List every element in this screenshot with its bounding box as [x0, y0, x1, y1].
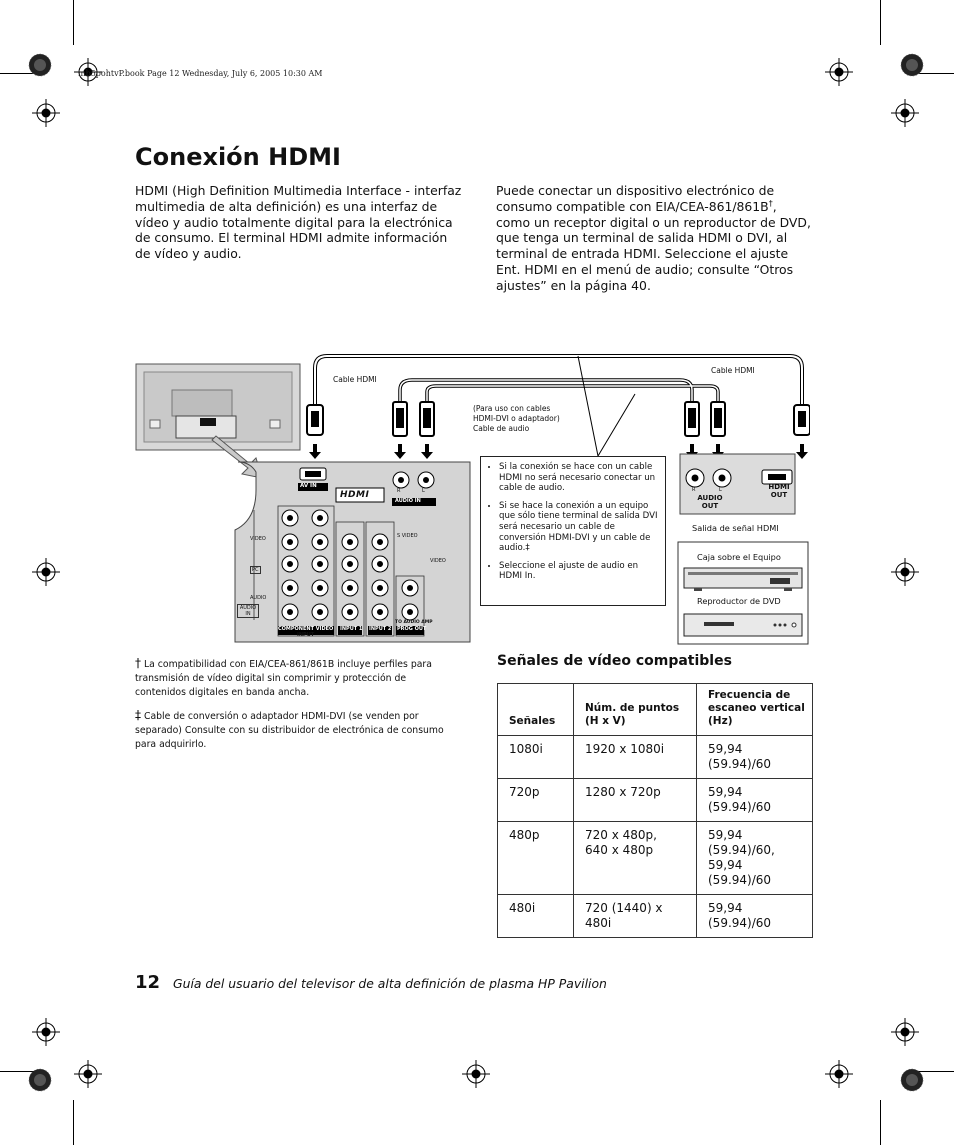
frequency-cell: 59,94 (59.94)/60	[697, 895, 813, 938]
frequency-cell: 59,94 (59.94)/60	[697, 779, 813, 822]
audio-out-r-label: R	[692, 487, 696, 493]
audio-cable-l	[427, 386, 718, 402]
points-line: 640 x 480p	[585, 843, 654, 857]
s-video-label: S VIDEO	[397, 533, 418, 539]
prog-out-label: PROG OUT	[397, 626, 427, 632]
double-dagger-mark: ‡	[135, 708, 141, 722]
signal-cell: 720p	[498, 779, 574, 822]
note-item: • Si se hace la conexión a un equipo que sólo tiene terminal de salida DVI será necesario un cable de conversión HDMI-DVI y un cable de audio.‡	[499, 501, 659, 554]
registration-target-icon	[891, 558, 919, 586]
signals-table	[497, 683, 813, 938]
footnote-dagger-text: La compatibilidad con EIA/CEA-861/861B incluye perfiles para transmisión de vídeo digital sin comprimir y protección de contenidos digitales en banda ancha.	[135, 659, 432, 698]
registration-target-icon	[32, 99, 60, 127]
tv-connector-panel	[235, 462, 470, 642]
cable-hdmi-right-label: Cable HDMI	[711, 366, 755, 375]
page-title: Conexión HDMI	[135, 143, 341, 171]
hdmi-logo: HDMI	[340, 490, 370, 500]
audio-out-label: AUDIO OUT	[697, 494, 723, 510]
frequency-cell: 59,94 (59.94)/60	[697, 736, 813, 779]
cable-hdmi-left-label: Cable HDMI	[333, 375, 377, 384]
rca-plug-r-left-icon	[393, 402, 407, 436]
dvi-note-line-1: (Para uso con cables	[473, 404, 551, 413]
note-item: • Si la conexión se hace con un cable HDMI no será necesario conectar un cable de audio.	[499, 462, 659, 494]
frequency-line: 59,94 (59.94)/60	[708, 858, 772, 887]
table-row	[498, 822, 813, 895]
points-cell	[574, 822, 697, 895]
intro-right-text-a: Puede conectar un dispositivo electrónico de consumo compatible con EIA/CEA-861/861B	[496, 183, 775, 214]
registration-star-icon	[901, 54, 923, 76]
footnote-dagger	[135, 657, 455, 699]
signals-table-title: Señales de vídeo compatibles	[497, 653, 732, 669]
table-row	[498, 779, 813, 822]
footnote-double-dagger-text: Cable de conversión o adaptador HDMI-DVI (se venden por separado) Consulte con su distribuidor de electrónica de consumo para adquirirlo.	[135, 711, 444, 750]
component-input-label: INPUT	[297, 632, 315, 638]
frequency-line: 59,94 (59.94)/60,	[708, 828, 775, 857]
dvd-player-label: Reproductor de DVD	[697, 596, 781, 606]
audio-in-label: AUDIO IN	[395, 498, 421, 504]
points-cell: 1920 x 1080i	[574, 736, 697, 779]
audio-in-box-label: AUDIO IN	[237, 604, 259, 618]
cable-audio-label: Cable de audio	[473, 424, 530, 433]
rca-plug-r-right-icon	[685, 402, 699, 436]
audio-left-label: AUDIO	[250, 595, 267, 601]
signal-cell: 1080i	[498, 736, 574, 779]
rca-plug-l-left-icon	[420, 402, 434, 436]
hdmi-plug-right-icon	[794, 405, 810, 435]
table-header-row	[498, 684, 813, 736]
frequency-cell	[697, 822, 813, 895]
connection-notes-box	[480, 456, 666, 606]
pc-label: PC	[252, 567, 259, 573]
footnote-double-dagger	[135, 709, 455, 751]
to-audio-amp-label: TO AUDIO AMP	[395, 620, 433, 625]
hdmi-out-label: HDMI OUT	[768, 483, 790, 499]
registration-star-icon	[29, 54, 51, 76]
intro-left-paragraph: HDMI (High Definition Multimedia Interface - interfaz multimedia de alta definición) es una interfaz de vídeo y audio totalmente digital para la electrónica de consumo. El terminal HDMI admite información de vídeo y audio.	[135, 183, 462, 262]
print-header-line: mb5pohtvP.book Page 12 Wednesday, July 6, 2005 10:30 AM	[78, 69, 323, 78]
audio-in-r-label: R	[397, 488, 401, 494]
table-row	[498, 895, 813, 938]
set-top-box-label: Caja sobre el Equipo	[697, 552, 781, 562]
video-left-label: VIDEO	[250, 536, 266, 542]
note-item: • Seleccione el ajuste de audio en HDMI In.	[499, 561, 659, 582]
points-cell: 1280 x 720p	[574, 779, 697, 822]
dvd-player-icon	[684, 614, 802, 636]
input-2-label: INPUT 2	[369, 626, 392, 632]
dagger-mark: †	[135, 656, 141, 670]
connection-notes-list	[481, 457, 665, 582]
audio-cable-r	[400, 380, 692, 402]
points-line: 720 x 480p,	[585, 828, 657, 842]
registration-target-icon	[891, 99, 919, 127]
registration-star-icon	[901, 1069, 923, 1091]
registration-target-icon	[74, 1060, 102, 1088]
video-right-label: VIDEO	[430, 558, 446, 564]
hdmi-plug-left-icon	[307, 405, 323, 435]
av-in-label: AV IN	[300, 483, 317, 489]
component-video-label: COMPONENT VIDEO	[278, 626, 334, 632]
dvi-note-line-2: HDMI-DVI o adaptador)	[473, 414, 560, 423]
intro-right-paragraph	[496, 183, 814, 294]
table-row	[498, 736, 813, 779]
page-number: 12	[135, 972, 161, 993]
registration-star-icon	[29, 1069, 51, 1091]
registration-target-icon	[32, 558, 60, 586]
points-cell: 720 (1440) x 480i	[574, 895, 697, 938]
footer-guide-title: Guía del usuario del televisor de alta definición de plasma HP Pavilion	[173, 976, 607, 991]
audio-in-l-label: L	[422, 488, 425, 494]
registration-target-icon	[825, 1060, 853, 1088]
registration-target-icon	[32, 1018, 60, 1046]
hdmi-signal-output-label: Salida de señal HDMI	[692, 523, 779, 533]
registration-target-icon	[825, 58, 853, 86]
registration-target-icon	[891, 1018, 919, 1046]
signal-cell: 480p	[498, 822, 574, 895]
set-top-box-icon	[684, 568, 802, 591]
column-header: Frecuencia de escaneo vertical (Hz)	[697, 684, 813, 736]
intro-right-text-b: , como un receptor digital o un reproductor de DVD, que tenga un terminal de salida HDMI o DVI, al terminal de entrada HDMI. Seleccione el ajuste Ent. HDMI en el menú de audio; consulte “Otros ajustes” en la página 40.	[496, 198, 811, 293]
audio-out-l-label: L	[719, 487, 722, 493]
signal-cell: 480i	[498, 895, 574, 938]
registration-target-icon	[462, 1060, 490, 1088]
input-1-label: INPUT 1	[340, 626, 363, 632]
dagger-mark: †	[768, 198, 773, 208]
column-header: Señales	[498, 684, 574, 736]
column-header: Núm. de puntos (H x V)	[574, 684, 697, 736]
rca-plug-l-right-icon	[711, 402, 725, 436]
